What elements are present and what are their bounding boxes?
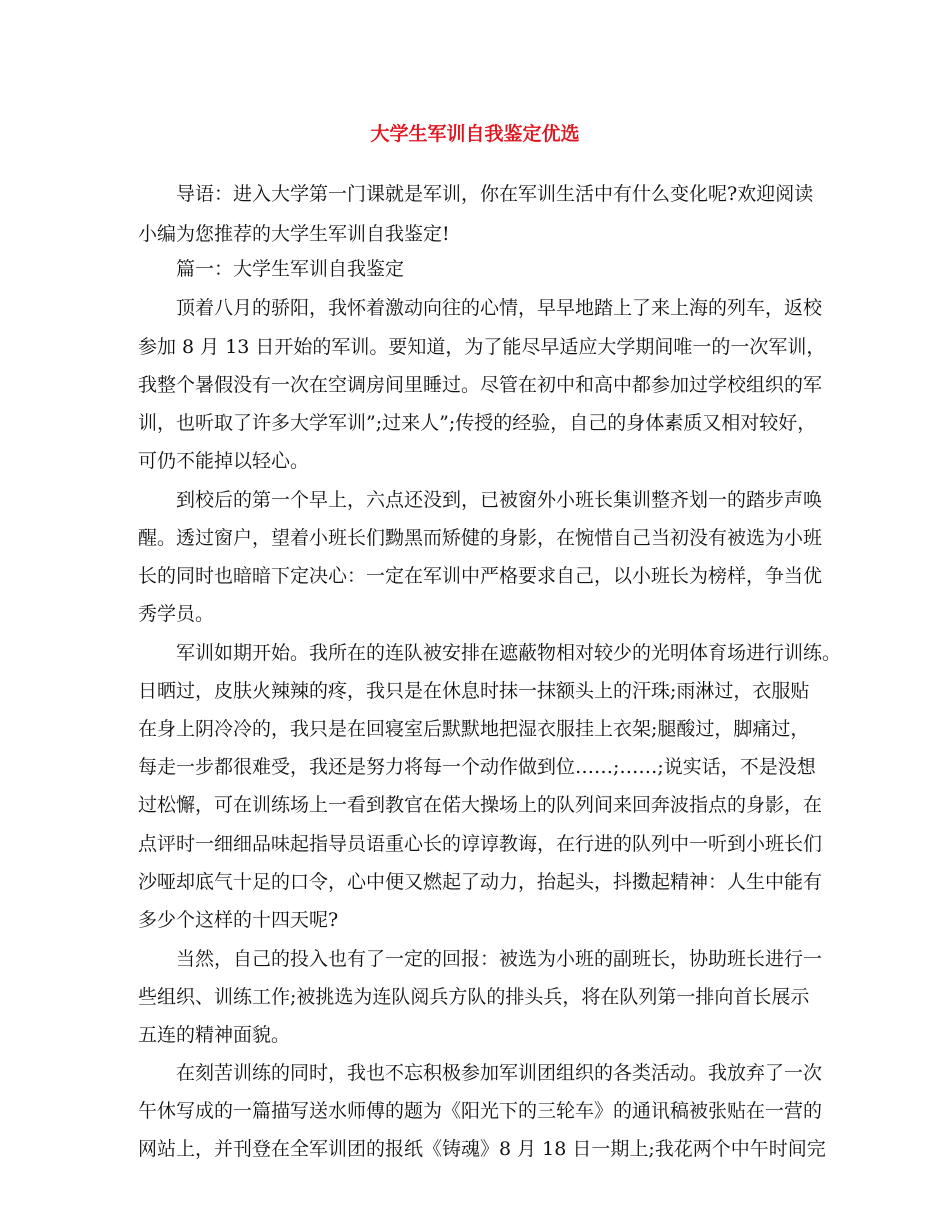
- text-line: 小编为您推荐的大学生军训自我鉴定!: [138, 223, 450, 245]
- text-line: 网站上，并刊登在全军训团的报纸《铸魂》8 月 18 日一期上;我花两个中午时间完: [138, 1138, 826, 1160]
- text-line: 当然，自己的投入也有了一定的回报：被选为小班的副班长，协助班长进行一: [176, 948, 823, 970]
- text-line: 长的同时也暗暗下定决心：一定在军训中严格要求自己，以小班长为榜样，争当优: [138, 565, 823, 587]
- text-line: 篇一：大学生军训自我鉴定: [176, 258, 405, 280]
- text-line: 五连的精神面貌。: [138, 1024, 291, 1046]
- text-line: 午休写成的一篇描写送水师傅的题为《阳光下的三轮车》的通讯稿被张贴在一营的: [138, 1100, 823, 1122]
- text-line: 到校后的第一个早上，六点还没到，已被窗外小班长集训整齐划一的踏步声唤: [176, 489, 823, 511]
- text-line: 秀学员。: [138, 603, 215, 625]
- text-line: 沙哑却底气十足的口令，心中便又燃起了动力，抬起头，抖擞起精神：人生中能有: [138, 871, 823, 893]
- text-line: 日晒过，皮肤火辣辣的疼，我只是在休息时抹一抹额头上的汗珠;雨淋过，衣服贴: [138, 680, 810, 702]
- text-line: 多少个这样的十四天呢?: [138, 909, 339, 931]
- text-line: 每走一步都很难受，我还是努力将每一个动作做到位……;……;说实话，不是没想: [138, 756, 816, 778]
- text-line: 可仍不能掉以轻心。: [138, 450, 310, 472]
- text-line: 过松懈，可在训练场上一看到教官在偌大操场上的队列间来回奔波指点的身影，在: [138, 794, 823, 816]
- text-line: 训，也听取了许多大学军训”;过来人”;传授的经验，自己的身体素质又相对较好，: [138, 412, 817, 434]
- text-line: 在刻苦训练的同时，我也不忘积极参加军训团组织的各类活动。我放弃了一次: [176, 1062, 823, 1084]
- text-line: 些组织、训练工作;被挑选为连队阅兵方队的排头兵，将在队列第一排向首长展示: [138, 986, 810, 1008]
- text-line: 导语：进入大学第一门课就是军训，你在军训生活中有什么变化呢?欢迎阅读: [176, 183, 814, 205]
- text-line: 参加 8 月 13 日开始的军训。要知道，为了能尽早适应大学期间唯一的一次军训，: [138, 336, 826, 358]
- text-line: 在身上阴冷冷的，我只是在回寝室后默默地把湿衣服挂上衣架;腿酸过，脚痛过，: [138, 718, 810, 740]
- text-line: 军训如期开始。我所在的连队被安排在遮蔽物相对较少的光明体育场进行训练。: [176, 642, 842, 664]
- document-title: 大学生军训自我鉴定优选: [370, 123, 580, 145]
- text-line: 顶着八月的骄阳，我怀着激动向往的心情，早早地踏上了来上海的列车，返校: [176, 297, 823, 319]
- text-line: 我整个暑假没有一次在空调房间里睡过。尽管在初中和高中都参加过学校组织的军: [138, 374, 823, 396]
- text-line: 醒。透过窗户，望着小班长们黝黑而矫健的身影，在惋惜自己当初没有被选为小班: [138, 527, 823, 549]
- text-line: 点评时一细细品味起指导员语重心长的谆谆教诲，在行进的队列中一听到小班长们: [138, 833, 823, 855]
